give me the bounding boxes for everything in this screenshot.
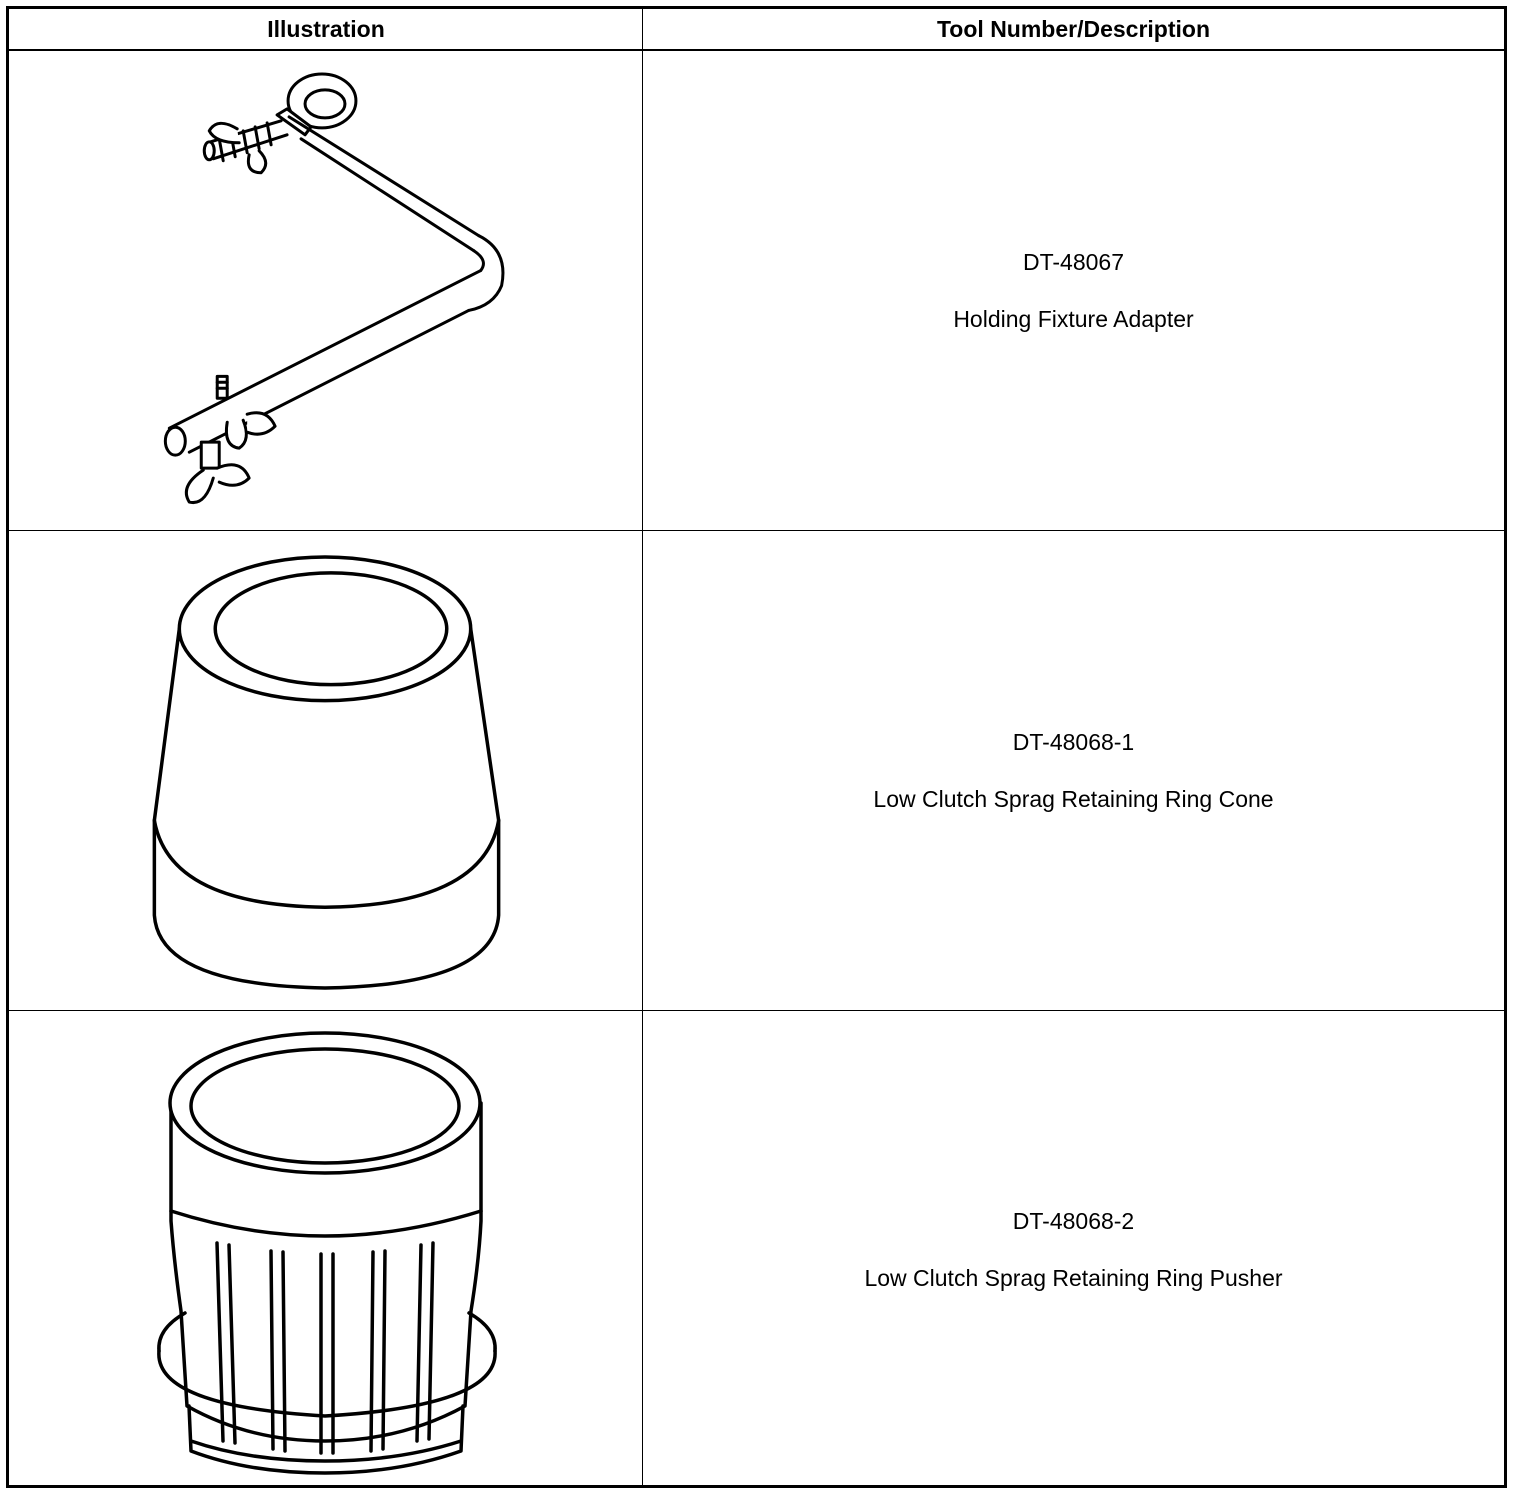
holding-fixture-adapter-illustration: [9, 51, 643, 530]
tool-description-cell: [643, 1011, 1504, 1488]
tool-description: Holding Fixture Adapter: [953, 305, 1194, 332]
tool-number: DT-48068-2: [1012, 1207, 1135, 1234]
table-row: [9, 51, 1504, 531]
tool-description: Low Clutch Sprag Retaining Ring Cone: [873, 785, 1274, 812]
retaining-ring-cone-illustration: [9, 531, 643, 1010]
table-row: [9, 531, 1504, 1011]
tool-description-cell: [643, 531, 1504, 1010]
header-tool-number-description: Tool Number/Description: [936, 15, 1211, 42]
table-row: [9, 1011, 1504, 1488]
tool-number: DT-48068-1: [1012, 728, 1135, 755]
tool-description-cell: [643, 51, 1504, 530]
header-illustration: Illustration: [267, 15, 385, 42]
tool-table: [6, 6, 1507, 1488]
tool-number: DT-48067: [1022, 248, 1124, 275]
tool-description: Low Clutch Sprag Retaining Ring Pusher: [864, 1264, 1283, 1291]
retaining-ring-pusher-illustration: [9, 1011, 643, 1488]
table-header: [9, 9, 1504, 51]
